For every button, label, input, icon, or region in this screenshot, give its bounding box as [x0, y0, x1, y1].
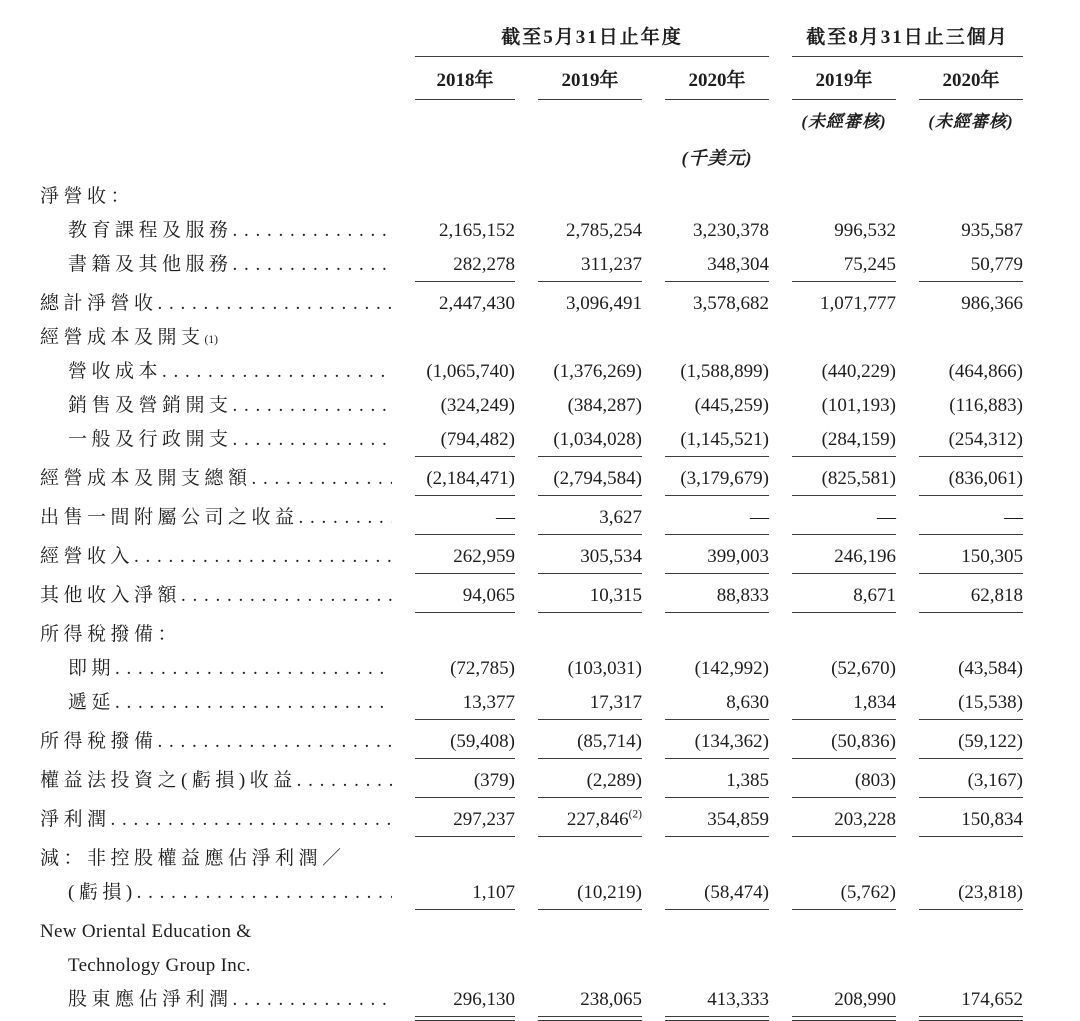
value: 227,846 — [566, 809, 629, 830]
dot-leader — [252, 462, 392, 495]
value: 935,587 — [961, 220, 1023, 241]
value-cell — [919, 579, 1023, 613]
value-cell — [538, 876, 642, 910]
row-label-cell — [40, 842, 392, 875]
value: 413,333 — [707, 989, 769, 1010]
row-label-cell — [40, 389, 392, 422]
row-label: 總計淨營收 — [40, 293, 158, 314]
table-row — [40, 803, 1080, 837]
value-cell — [792, 876, 896, 910]
row-label: 經營成本及開支總額 — [40, 468, 252, 489]
dot-leader — [158, 287, 392, 320]
table-row — [40, 501, 1080, 535]
value: 2,447,430 — [439, 293, 515, 314]
value-cell — [792, 214, 896, 247]
row-label: Technology Group Inc. — [68, 955, 251, 976]
table-row — [40, 618, 1080, 652]
value-cell — [919, 686, 1023, 720]
value-cell — [665, 389, 769, 422]
row-label-cell: 經營成本及開支 (1) — [40, 321, 392, 354]
row-label: New Oriental Education & — [40, 921, 252, 942]
table-row — [40, 949, 1080, 983]
value: 88,833 — [716, 585, 769, 606]
row-label: 其他收入淨額 — [40, 585, 182, 606]
value: (836,061) — [948, 468, 1023, 489]
table-row — [40, 764, 1080, 798]
value-cell — [919, 287, 1023, 320]
value-cell — [919, 214, 1023, 247]
row-label-cell — [40, 501, 392, 534]
row-label: 銷售及營銷開支 — [68, 395, 233, 416]
value: 2,165,152 — [439, 220, 515, 241]
value: (440,229) — [821, 361, 896, 382]
value-cell — [538, 540, 642, 574]
value: (803) — [854, 770, 896, 791]
value: (72,785) — [450, 658, 515, 679]
value-cell — [665, 540, 769, 574]
value-cell — [919, 876, 1023, 910]
row-label-cell — [40, 248, 392, 281]
value-cell — [919, 423, 1023, 457]
column-header-row — [40, 65, 1080, 100]
row-label: 所得稅撥備： — [40, 624, 182, 645]
value: (15,538) — [958, 692, 1023, 713]
value: 208,990 — [834, 989, 896, 1010]
table-row — [40, 355, 1080, 389]
value: 150,305 — [961, 546, 1023, 567]
value: 282,278 — [453, 254, 515, 275]
column-header: 2020年 — [919, 65, 1023, 100]
value: 17,317 — [589, 692, 642, 713]
value: 1,107 — [472, 882, 515, 903]
row-label: (虧損) — [68, 882, 137, 903]
column-header: 2018年 — [415, 65, 515, 100]
value-cell — [415, 287, 515, 320]
row-label-cell — [40, 540, 392, 573]
row-label: 遞延 — [68, 692, 116, 713]
row-label-cell — [40, 355, 392, 388]
value: 238,065 — [580, 989, 642, 1010]
table-row — [40, 915, 1080, 949]
table-row — [40, 686, 1080, 720]
dot-leader — [115, 686, 392, 719]
value-cell — [792, 652, 896, 685]
value-cell — [538, 462, 642, 496]
value-cell — [538, 686, 642, 720]
value: (59,408) — [450, 731, 515, 752]
value-cell — [538, 355, 642, 388]
row-label-cell — [40, 579, 392, 612]
value-cell — [792, 287, 896, 320]
value: — — [1004, 507, 1023, 528]
value: (50,836) — [831, 731, 896, 752]
value-cell — [919, 540, 1023, 574]
value-cell — [415, 355, 515, 388]
dot-leader — [299, 501, 392, 534]
value: 13,377 — [462, 692, 515, 713]
table-row — [40, 321, 1080, 355]
value: 50,779 — [970, 254, 1023, 275]
value: (324,249) — [440, 395, 515, 416]
table-header — [40, 22, 1080, 170]
value: (379) — [473, 770, 515, 791]
row-label-cell — [40, 876, 392, 909]
footnote-marker: (2) — [628, 808, 642, 821]
value: (58,474) — [704, 882, 769, 903]
unit-note-row — [40, 144, 1080, 170]
value-cell — [415, 652, 515, 685]
value-cell — [415, 214, 515, 247]
value-cell — [415, 389, 515, 422]
value-cell — [665, 876, 769, 910]
row-label: 經營成本及開支 — [40, 327, 205, 348]
value: 297,237 — [453, 809, 515, 830]
row-label-cell — [40, 949, 392, 982]
unaudited-note: (未經審核) — [801, 112, 887, 131]
row-label-cell — [40, 462, 392, 495]
value-cell — [665, 501, 769, 535]
row-label-cell — [40, 915, 392, 948]
value-cell — [538, 579, 642, 613]
row-label: 經營收入 — [40, 546, 135, 567]
value-cell — [415, 725, 515, 759]
row-label-cell — [40, 803, 392, 836]
table-row — [40, 579, 1080, 613]
value: (23,818) — [958, 882, 1023, 903]
value: 986,366 — [961, 293, 1023, 314]
value-cell — [665, 983, 769, 1017]
value-cell — [792, 764, 896, 798]
value: 1,385 — [726, 770, 769, 791]
value: 2,785,254 — [566, 220, 642, 241]
table-row — [40, 842, 1080, 876]
value-cell — [792, 355, 896, 388]
value-cell — [665, 764, 769, 798]
row-label: 教育課程及服務 — [68, 220, 233, 241]
value: (464,866) — [948, 361, 1023, 382]
table-row — [40, 389, 1080, 423]
value-cell — [665, 248, 769, 282]
value-cell — [538, 983, 642, 1017]
value: (254,312) — [948, 429, 1023, 450]
row-label-cell — [40, 652, 392, 685]
value: 3,578,682 — [693, 293, 769, 314]
value-cell — [919, 389, 1023, 422]
dot-leader — [297, 764, 392, 797]
value: 8,671 — [853, 585, 896, 606]
value-cell — [665, 214, 769, 247]
row-label-cell — [40, 686, 392, 719]
value-cell — [415, 876, 515, 910]
value-cell — [792, 540, 896, 574]
unaudited-note: (未經審核) — [928, 112, 1014, 131]
value: (134,362) — [694, 731, 769, 752]
value-cell — [665, 423, 769, 457]
value-cell — [415, 983, 515, 1017]
table-row — [40, 983, 1080, 1017]
value-cell — [919, 652, 1023, 685]
value-cell — [792, 686, 896, 720]
value: (825,581) — [821, 468, 896, 489]
value-cell — [538, 248, 642, 282]
value-cell — [665, 725, 769, 759]
value-cell — [919, 501, 1023, 535]
dot-leader — [233, 983, 392, 1016]
value-cell — [665, 686, 769, 720]
value-cell — [919, 725, 1023, 759]
table-row — [40, 214, 1080, 248]
value-cell — [792, 983, 896, 1017]
value: (101,193) — [821, 395, 896, 416]
value: 246,196 — [834, 546, 896, 567]
row-label: 減：非控股權益應佔淨利潤／ — [40, 848, 346, 869]
value: 174,652 — [961, 989, 1023, 1010]
table-row — [40, 180, 1080, 214]
row-label-cell — [40, 983, 392, 1016]
value-cell — [415, 579, 515, 613]
value: (85,714) — [577, 731, 642, 752]
value-cell — [415, 686, 515, 720]
value-cell — [665, 803, 769, 837]
dot-leader — [233, 389, 392, 422]
value: 262,959 — [453, 546, 515, 567]
row-label-cell — [40, 764, 392, 797]
value: (1,034,028) — [553, 429, 642, 450]
table-body — [40, 180, 1080, 1017]
value-cell — [919, 764, 1023, 798]
value: (1,376,269) — [553, 361, 642, 382]
value-cell — [665, 287, 769, 320]
value: (59,122) — [958, 731, 1023, 752]
value: (794,482) — [440, 429, 515, 450]
column-header: 2019年 — [538, 65, 642, 100]
value: 1,834 — [853, 692, 896, 713]
value: 3,096,491 — [566, 293, 642, 314]
table-row — [40, 540, 1080, 574]
value: 399,003 — [707, 546, 769, 567]
value: — — [750, 507, 769, 528]
column-group-label: 截至5月31日止年度 — [415, 22, 769, 57]
dot-leader — [111, 803, 392, 836]
value: (10,219) — [577, 882, 642, 903]
value: (116,883) — [949, 395, 1023, 416]
value-cell — [919, 803, 1023, 837]
value: 94,065 — [462, 585, 515, 606]
value: (5,762) — [840, 882, 896, 903]
value-cell — [415, 248, 515, 282]
value-cell — [792, 462, 896, 496]
column-group-label: 截至8月31日止三個月 — [792, 22, 1023, 57]
value-cell — [665, 462, 769, 496]
value-cell — [538, 389, 642, 422]
value: (445,259) — [694, 395, 769, 416]
value: 305,534 — [580, 546, 642, 567]
row-label: 出售一間附屬公司之收益 — [40, 507, 299, 528]
value: 1,071,777 — [820, 293, 896, 314]
value-cell — [919, 355, 1023, 388]
table-row — [40, 652, 1080, 686]
value: 3,627 — [599, 507, 642, 528]
row-label: 權益法投資之(虧損)收益 — [40, 770, 297, 791]
value-cell — [415, 423, 515, 457]
value-cell — [415, 764, 515, 798]
table-row — [40, 725, 1080, 759]
value: (2,289) — [586, 770, 642, 791]
value-cell — [538, 652, 642, 685]
value: (142,992) — [694, 658, 769, 679]
value-cell — [538, 803, 642, 837]
currency-unit-note: (千美元) — [681, 148, 753, 168]
value-cell — [538, 501, 642, 535]
dot-leader — [134, 540, 392, 573]
value-cell — [415, 501, 515, 535]
dot-leader — [233, 214, 392, 247]
dot-leader — [233, 423, 392, 456]
row-label-cell — [40, 618, 392, 651]
value-cell — [792, 389, 896, 422]
value: — — [496, 507, 515, 528]
value-cell — [538, 725, 642, 759]
value-cell — [538, 423, 642, 457]
value: (2,794,584) — [553, 468, 642, 489]
value: 354,859 — [707, 809, 769, 830]
column-header: 2020年 — [665, 65, 769, 100]
dot-leader — [158, 725, 392, 758]
value-cell — [919, 462, 1023, 496]
value-cell — [792, 501, 896, 535]
value-cell — [792, 248, 896, 282]
value: 10,315 — [589, 585, 642, 606]
value-cell — [665, 355, 769, 388]
value: 296,130 — [453, 989, 515, 1010]
dot-leader — [137, 876, 392, 909]
row-label-cell — [40, 214, 392, 247]
value-cell — [415, 803, 515, 837]
table-row — [40, 876, 1080, 910]
value: 75,245 — [843, 254, 896, 275]
row-label-cell — [40, 180, 392, 213]
value: (2,184,471) — [426, 468, 515, 489]
value-cell — [415, 540, 515, 574]
row-label: 淨營收： — [40, 186, 135, 207]
row-label: 所得稅撥備 — [40, 731, 158, 752]
value-cell — [792, 423, 896, 457]
value: (103,031) — [567, 658, 642, 679]
value-cell — [415, 462, 515, 496]
dot-leader — [233, 248, 392, 281]
value: — — [877, 507, 896, 528]
value-cell — [538, 764, 642, 798]
value: 3,230,378 — [693, 220, 769, 241]
dot-leader — [181, 579, 392, 612]
value: 150,834 — [961, 809, 1023, 830]
dot-leader — [115, 652, 392, 685]
dot-leader — [162, 355, 392, 388]
table-row — [40, 287, 1080, 321]
value: (1,065,740) — [426, 361, 515, 382]
value: (1,588,899) — [680, 361, 769, 382]
value-cell — [792, 725, 896, 759]
value: (384,287) — [567, 395, 642, 416]
value-cell — [665, 652, 769, 685]
table-row — [40, 423, 1080, 457]
row-label-cell — [40, 287, 392, 320]
value-cell — [538, 214, 642, 247]
value-cell — [665, 579, 769, 613]
row-label: 書籍及其他服務 — [68, 254, 233, 275]
row-label: 營收成本 — [68, 361, 163, 382]
row-label: 淨利潤 — [40, 809, 111, 830]
value: 996,532 — [834, 220, 896, 241]
value-cell — [919, 983, 1023, 1017]
value: (284,159) — [821, 429, 896, 450]
value-cell — [792, 579, 896, 613]
row-label-cell — [40, 423, 392, 456]
value: 348,304 — [707, 254, 769, 275]
column-header: 2019年 — [792, 65, 896, 100]
row-label: 即期 — [68, 658, 116, 679]
value: (3,179,679) — [680, 468, 769, 489]
value: 203,228 — [834, 809, 896, 830]
value-cell — [919, 248, 1023, 282]
value: 8,630 — [726, 692, 769, 713]
column-group-row — [40, 22, 1080, 57]
table-row — [40, 462, 1080, 496]
value-cell — [538, 287, 642, 320]
value: (43,584) — [958, 658, 1023, 679]
row-label: 股東應佔淨利潤 — [68, 989, 233, 1010]
row-label-cell — [40, 725, 392, 758]
value: 311,237 — [580, 254, 642, 275]
table-row — [40, 248, 1080, 282]
value: (1,145,521) — [680, 429, 769, 450]
value: (3,167) — [967, 770, 1023, 791]
value: (52,670) — [831, 658, 896, 679]
row-label: 一般及行政開支 — [68, 429, 233, 450]
value-cell — [792, 803, 896, 837]
sub-header-row — [40, 107, 1080, 132]
value: 62,818 — [970, 585, 1023, 606]
